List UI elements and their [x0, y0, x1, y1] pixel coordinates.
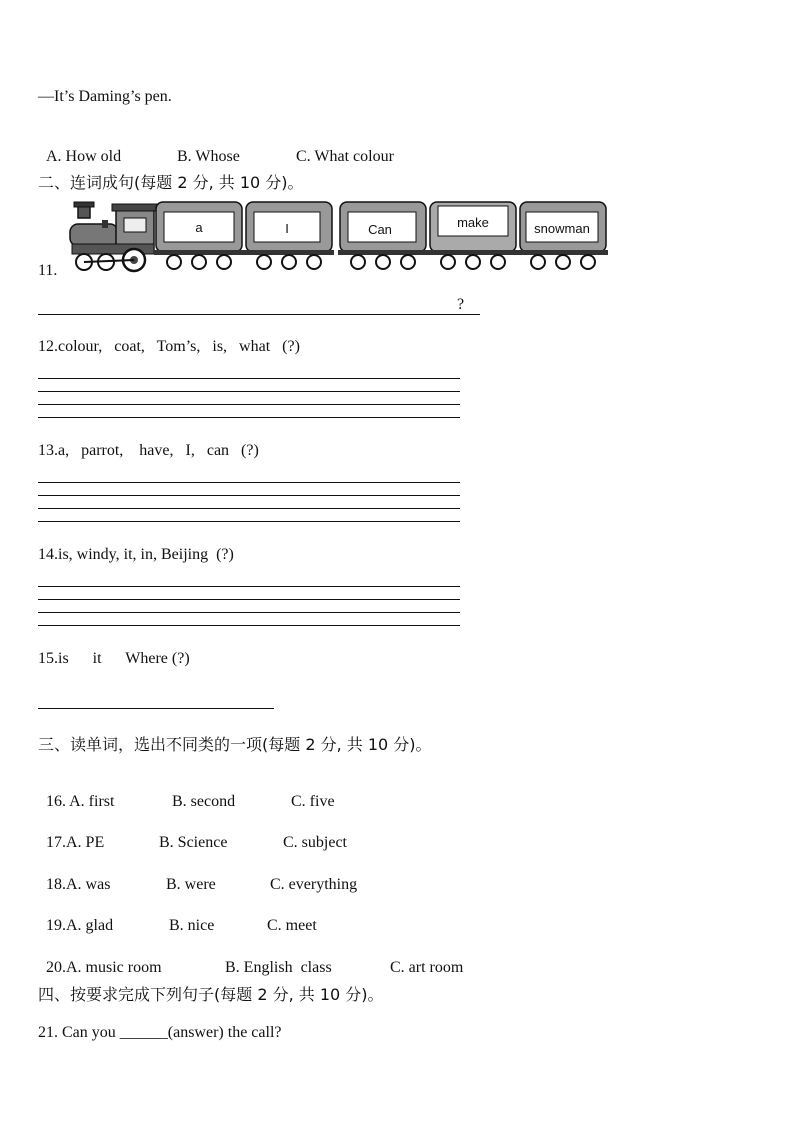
q18-option-b: B. were — [166, 876, 216, 893]
option-b: B. Whose — [177, 148, 240, 165]
q15-answer-line[interactable] — [38, 708, 274, 709]
q16-row — [38, 775, 335, 811]
q13-line-1[interactable] — [38, 482, 460, 483]
q14-line-3[interactable] — [38, 612, 460, 613]
q20-option-a: 20.A. music room — [46, 959, 162, 976]
q13-line-3[interactable] — [38, 508, 460, 509]
q18-row — [38, 858, 357, 894]
q14-line-4[interactable] — [38, 625, 460, 626]
q14-prompt: 14.is, windy, it, in, Beijing (?) — [38, 546, 234, 563]
train-word-4: make — [457, 215, 489, 230]
q12-line-4[interactable] — [38, 417, 460, 418]
q19-row — [38, 899, 317, 935]
q19-option-b: B. nice — [169, 917, 215, 934]
q18-option-c: C. everything — [270, 876, 358, 893]
q11-number: 11. — [38, 262, 58, 279]
train-word-2: I — [285, 221, 289, 236]
answer-line: —It’s Daming’s pen. — [38, 88, 172, 105]
q20-option-b: B. English class — [225, 959, 332, 976]
q13-line-4[interactable] — [38, 521, 460, 522]
option-c: C. What colour — [296, 148, 394, 165]
q11-end-mark: ? — [457, 296, 465, 313]
train-word-5: snowman — [534, 221, 590, 236]
q17-row — [38, 816, 347, 852]
section2-heading: 二、连词成句(每题 2 分, 共 10 分)。 — [38, 173, 304, 192]
q17-option-c: C. subject — [283, 834, 347, 851]
locomotive-icon — [70, 202, 158, 271]
q17-option-a: 17.A. PE — [46, 834, 105, 851]
q21-prompt: 21. Can you ______(answer) the call? — [38, 1024, 282, 1041]
q16-option-b: B. second — [172, 793, 236, 810]
train-car-3 — [338, 202, 428, 269]
options-row — [38, 130, 394, 166]
q11-answer-line[interactable] — [38, 314, 480, 315]
q14-line-1[interactable] — [38, 586, 460, 587]
train-car-2 — [244, 202, 334, 269]
train-word-3: Can — [368, 222, 392, 237]
q16-option-c: C. five — [291, 793, 335, 810]
q15-prompt: 15.is it Where (?) — [38, 650, 190, 667]
q20-row — [38, 941, 463, 977]
q13-line-2[interactable] — [38, 495, 460, 496]
train-word-1: a — [195, 220, 203, 235]
section4-heading: 四、按要求完成下列句子(每题 2 分, 共 10 分)。 — [38, 985, 384, 1004]
q13-prompt: 13.a, parrot, have, I, can (?) — [38, 442, 259, 459]
train-illustration — [68, 200, 608, 278]
q12-prompt: 12.colour, coat, Tom’s, is, what (?) — [38, 338, 300, 355]
q19-option-c: C. meet — [267, 917, 317, 934]
q12-line-3[interactable] — [38, 404, 460, 405]
q12-line-1[interactable] — [38, 378, 460, 379]
section3-heading: 三、读单词，选出不同类的一项(每题 2 分, 共 10 分)。 — [38, 735, 432, 754]
q17-option-b: B. Science — [159, 834, 228, 851]
q20-option-c: C. art room — [390, 959, 464, 976]
q14-line-2[interactable] — [38, 599, 460, 600]
q18-option-a: 18.A. was — [46, 876, 111, 893]
option-a: A. How old — [46, 148, 122, 165]
q16-option-a: 16. A. first — [46, 793, 115, 810]
train-car-1 — [154, 202, 244, 269]
q19-option-a: 19.A. glad — [46, 917, 114, 934]
train-car-5 — [518, 202, 608, 269]
train-car-4 — [428, 202, 518, 269]
q12-line-2[interactable] — [38, 391, 460, 392]
